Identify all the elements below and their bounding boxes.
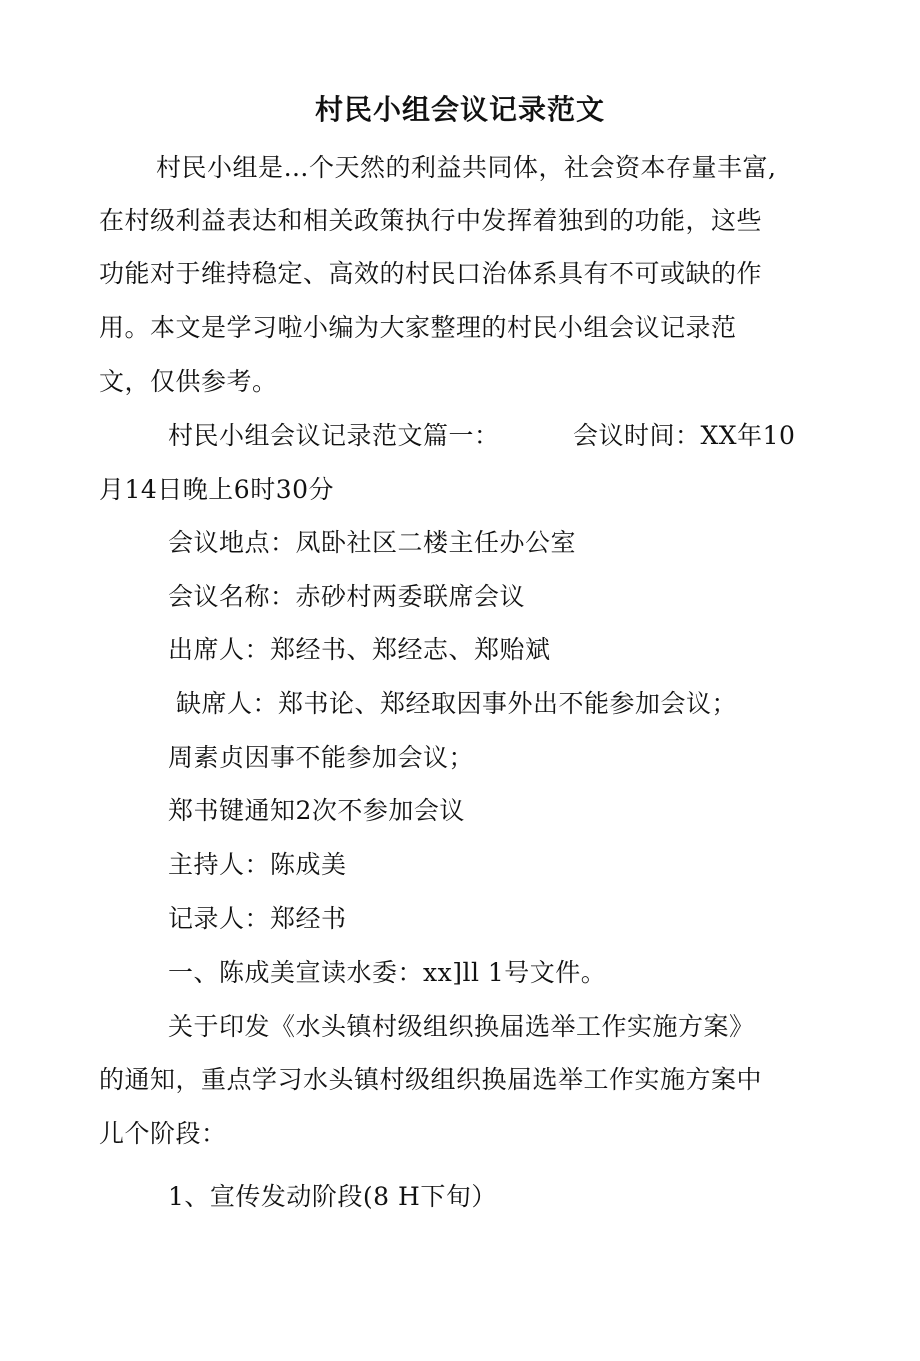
- stage-one: 1、宣传发动阶段(8 H下旬）: [168, 1182, 497, 1211]
- intro-line-4: 用。本文是学习啦小编为大家整理的村民小组会议记录范: [99, 313, 737, 342]
- absentees: 缺席人：郑书论、郑经取因事外出不能参加会议；: [176, 689, 738, 718]
- intro-line-3: 功能对于维持稳定、高效的村民口治体系具有不可或缺的作: [99, 259, 763, 288]
- attendees: 出席人：郑经书、郑经志、郑贻斌: [168, 635, 551, 664]
- notice-line-3: 儿个阶段：: [99, 1119, 227, 1148]
- item-one: 一、陈成美宣读水委：xx]ll 1号文件。: [168, 958, 607, 987]
- meeting-place: 会议地点：凤卧社区二楼主任办公室: [168, 528, 577, 557]
- absentees-line-3: 郑书键通知2次不参加会议: [168, 796, 465, 825]
- absentees-line-2: 周素贞因事不能参加会议；: [168, 743, 475, 772]
- meeting-name: 会议名称：赤砂村两委联席会议: [168, 582, 526, 611]
- intro-line-2: 在村级利益表达和相关政策执行中发挥着独到的功能，这些: [99, 206, 763, 235]
- document-title: 村民小组会议记录范文: [314, 93, 605, 126]
- meeting-time-continued: 月14日晚上6时30分: [99, 475, 335, 504]
- section-heading: 村民小组会议记录范文篇一：: [168, 421, 500, 450]
- meeting-time: 会议时间：XX年10: [573, 421, 796, 450]
- notice-line-1: 关于印发《水头镇村级组织换届选举工作实施方案》: [168, 1012, 755, 1041]
- recorder: 记录人：郑经书: [168, 904, 347, 933]
- notice-line-2: 的通知，重点学习水头镇村级组织换届选举工作实施方案中: [99, 1065, 763, 1094]
- intro-line-5: 文，仅供参考。: [99, 367, 278, 396]
- intro-line-1: 村民小组是…个天然的利益共同体，社会资本存量丰富,: [156, 153, 777, 182]
- host: 主持人：陈成美: [168, 850, 347, 879]
